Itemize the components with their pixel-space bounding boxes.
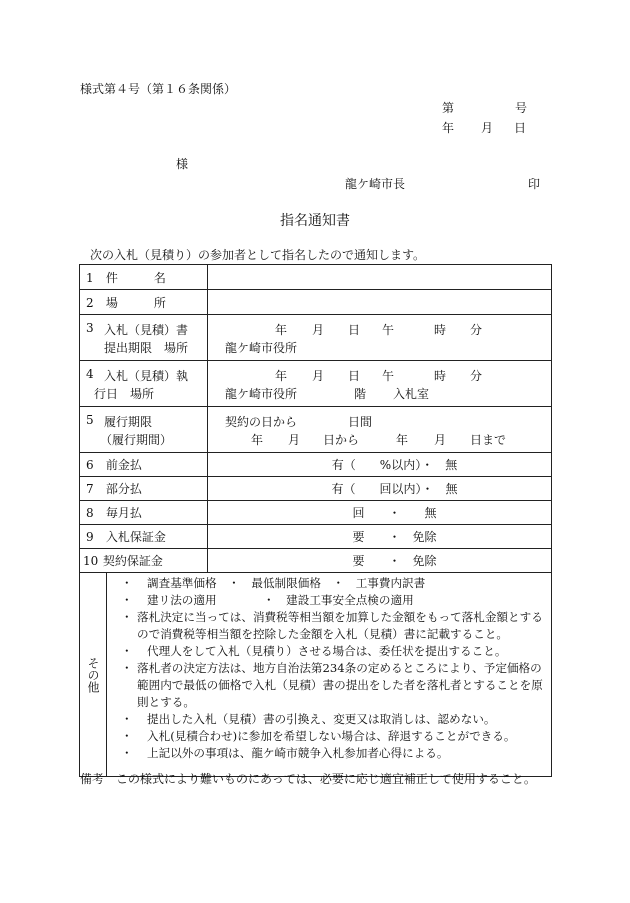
ampm-unit: 午 <box>382 323 395 337</box>
row-label: 入札（見積）執 <box>104 369 189 383</box>
period-from-contract: 契約の日から <box>225 415 298 429</box>
row-other <box>80 573 552 777</box>
seal-mark: 印 <box>528 177 541 191</box>
row-number: 10 <box>83 554 99 568</box>
note-item <box>107 711 551 728</box>
advance-payment-value: 有（ %以内）・ 無 <box>208 453 552 477</box>
monthly-payment-value: 回 ・ 無 <box>208 501 552 525</box>
row-label-2: 提出期限 場所 <box>104 341 189 355</box>
from-date: 日から <box>323 433 360 447</box>
row-advance-payment <box>80 453 552 477</box>
period-days: 日間 <box>348 415 373 429</box>
partial-payment-value: 有（ 回以内）・ 無 <box>208 477 552 501</box>
submit-place: 龍ケ崎市役所 <box>225 341 298 355</box>
bullet: ・ <box>121 712 133 726</box>
note-item <box>107 575 551 592</box>
row-number: 3 <box>86 321 94 335</box>
bullet: ・ <box>121 610 133 624</box>
number-label: 第 <box>442 101 455 115</box>
year-unit: 年 <box>275 369 288 383</box>
row-label: 契約保証金 <box>102 554 163 568</box>
year-unit: 年 <box>251 433 264 447</box>
location-value <box>208 290 552 315</box>
year-unit: 年 <box>275 323 288 337</box>
note-item <box>107 609 551 643</box>
other-notes <box>107 573 551 776</box>
bullet: ・ <box>121 593 133 607</box>
bullet: ・ <box>121 729 133 743</box>
execution-place: 龍ケ崎市役所 <box>225 387 298 401</box>
note-text: 建リ法の適用 ・ 建設工事安全点検の適用 <box>147 593 414 607</box>
note-text: 調査基準価格 ・ 最低制限価格 ・ 工事費内訳書 <box>147 576 426 590</box>
other-label: その他 <box>80 573 107 776</box>
row-label-2: （履行期間） <box>100 433 173 447</box>
row-label: 入札（見積）書 <box>104 323 189 337</box>
bid-room: 入札室 <box>393 387 430 401</box>
note-item <box>107 660 551 711</box>
row-label: 部分払 <box>105 482 142 496</box>
row-bid-deadline <box>80 315 552 361</box>
note-text: 代理人をして入札（見積り）させる場合は、委任状を提出すること。 <box>147 644 507 658</box>
row-bid-execution <box>80 361 552 407</box>
date-month: 月 <box>481 121 494 135</box>
row-contract-bond <box>80 549 552 573</box>
number-suffix: 号 <box>515 101 528 115</box>
row-number: 9 <box>86 530 94 544</box>
row-label-2: 行日 場所 <box>94 387 155 401</box>
note-item <box>107 592 551 609</box>
form-table <box>79 264 552 777</box>
note-text: 提出した入札（見積）書の引換え、変更又は取消しは、認めない。 <box>147 712 496 726</box>
year-unit: 年 <box>396 433 409 447</box>
document-title: 指名通知書 <box>280 213 350 229</box>
row-number: 1 <box>86 270 94 285</box>
form-number: 様式第４号（第１６条関係） <box>80 82 237 96</box>
row-label: 入札保証金 <box>105 530 166 544</box>
date-year: 年 <box>442 121 455 135</box>
month-unit: 月 <box>288 433 301 447</box>
note-item <box>107 728 551 745</box>
remarks: 備考 この様式により難いものにあっては、必要に応じ適宜補正して使用すること。 <box>80 772 536 786</box>
bullet: ・ <box>121 644 133 658</box>
day-unit: 日 <box>348 369 361 383</box>
note-item <box>107 643 551 660</box>
month-unit: 月 <box>434 433 447 447</box>
bullet: ・ <box>121 746 133 760</box>
row-monthly-payment <box>80 501 552 525</box>
note-item <box>107 745 551 762</box>
floor-unit: 階 <box>354 387 367 401</box>
bid-bond-value: 要 ・ 免除 <box>208 525 552 549</box>
row-subject <box>80 265 552 290</box>
row-label: 場 所 <box>105 295 166 310</box>
note-text: 入札(見積合わせ)に参加を希望しない場合は、辞退することができる。 <box>147 729 516 743</box>
row-partial-payment <box>80 477 552 501</box>
row-label: 前金払 <box>105 458 142 472</box>
hour-unit: 時 <box>434 369 447 383</box>
row-performance-period <box>80 407 552 453</box>
month-unit: 月 <box>312 323 325 337</box>
row-label: 件 名 <box>105 270 166 285</box>
subject-value <box>208 265 552 290</box>
hour-unit: 時 <box>434 323 447 337</box>
row-number: 2 <box>86 295 94 310</box>
bullet: ・ <box>121 576 133 590</box>
note-text: 落札者の決定方法は、地方自治法第234条の定めるところにより、予定価格の範囲内で最低の価格で入札（見積）書の提出をした者を落札者とすることを原則とする。 <box>137 661 543 709</box>
intro-text: 次の入札（見積り）の参加者として指名したので通知します。 <box>90 248 426 262</box>
note-text: 落札決定に当っては、消費税等相当額を加算した金額をもって落札金額とするので消費税等相当額を控除した金額を入札（見積）書に記載すること。 <box>137 610 543 641</box>
month-unit: 月 <box>312 369 325 383</box>
date-day: 日 <box>514 121 527 135</box>
row-location <box>80 290 552 315</box>
row-number: 8 <box>86 506 94 520</box>
contract-bond-value: 要 ・ 免除 <box>208 549 552 573</box>
bullet: ・ <box>121 661 133 675</box>
until-date: 日まで <box>470 433 507 447</box>
row-number: 5 <box>86 413 94 427</box>
row-bid-bond <box>80 525 552 549</box>
issuer: 龍ケ崎市長 <box>345 177 406 191</box>
minute-unit: 分 <box>470 369 483 383</box>
row-number: 6 <box>86 458 94 472</box>
row-label: 毎月払 <box>105 506 142 520</box>
row-number: 4 <box>86 367 94 381</box>
note-text: 上記以外の事項は、龍ケ崎市競争入札参加者心得による。 <box>147 746 449 760</box>
row-label: 履行期限 <box>104 415 153 429</box>
row-number: 7 <box>86 482 94 496</box>
day-unit: 日 <box>348 323 361 337</box>
ampm-unit: 午 <box>382 369 395 383</box>
addressee-suffix: 様 <box>176 157 189 171</box>
minute-unit: 分 <box>470 323 483 337</box>
